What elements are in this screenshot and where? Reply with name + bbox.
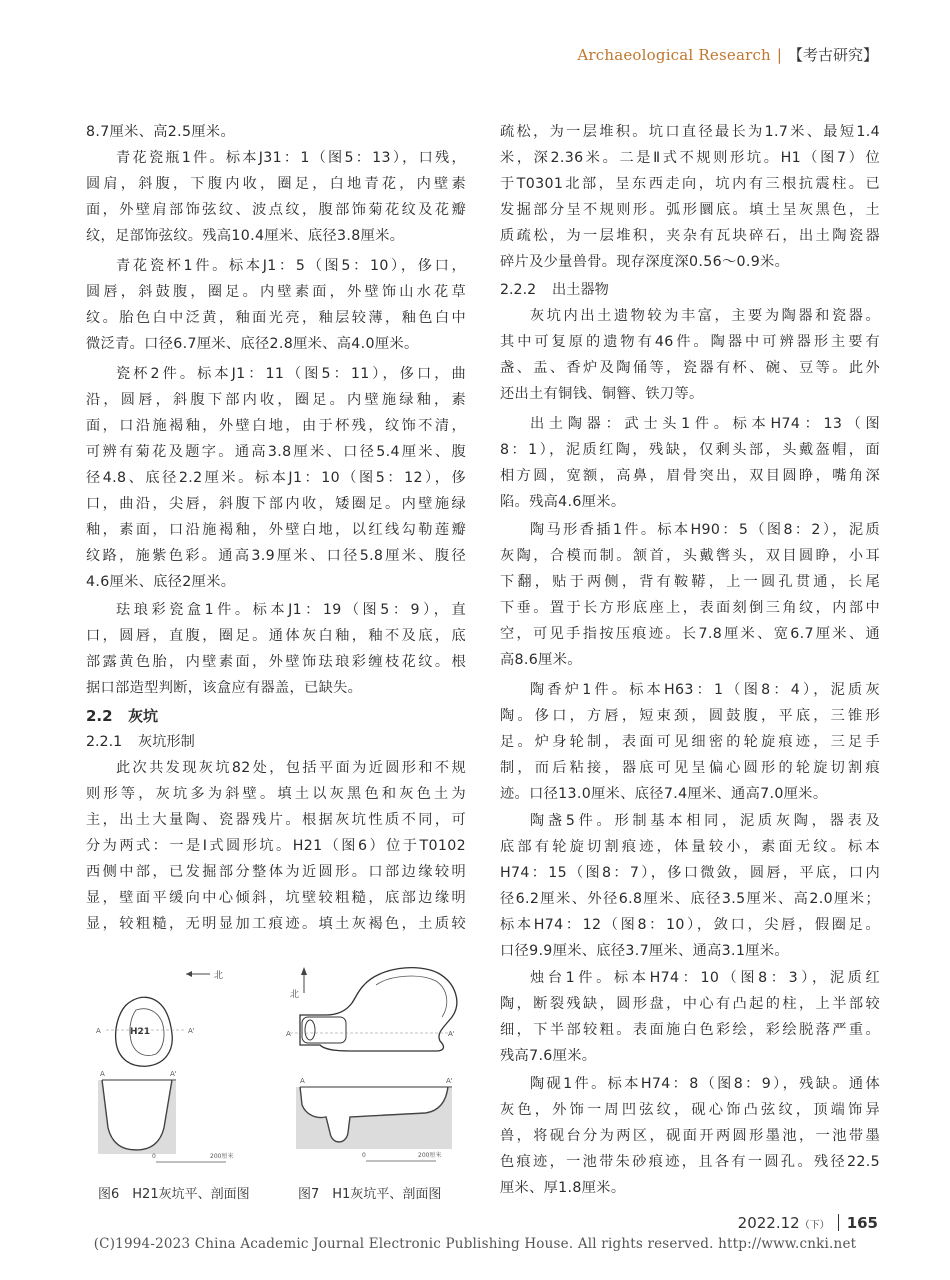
section-a-prime-label: A' xyxy=(448,1030,455,1038)
issue-sub: （下） xyxy=(799,1220,830,1231)
text-line: 分为两式：一是Ⅰ式圆形坑。H21（图6）位于T0102 xyxy=(86,838,466,854)
text-line: 相方圆，宽额，高鼻，眉骨突出，双目圆睁，嘴角深 xyxy=(500,468,880,484)
text-line: 纹。胎色白中泛黄，釉面光亮，釉层较薄，釉色白中 xyxy=(86,310,466,326)
text-line: 陶砚1件。标本H74：8（图8：9），残缺。通体 xyxy=(530,1076,880,1092)
text-line: 其中可复原的遗物有46件。陶器中可辨器形主要有 xyxy=(500,334,880,350)
text-line: 高8.6厘米。 xyxy=(500,652,582,668)
text-line: 烛台1件。标本H74：10（图8：3），泥质红 xyxy=(530,970,880,986)
text-line: 圆肩，斜腹，下腹内收，圈足，白地青花，内壁素 xyxy=(86,176,466,192)
section-heading-2-2-2: 2.2.2 出土器物 xyxy=(500,282,609,298)
text-line: 径6.2厘米、外径6.8厘米、底径3.5厘米、高2.0厘米； xyxy=(500,891,880,907)
text-line: 则形等，灰坑多为斜壁。填土以灰黑色和灰色土为 xyxy=(86,786,466,802)
text-line: 瓷杯2件。标本J1：11（图5：11），侈口，曲 xyxy=(116,366,466,382)
section-name: 【考古研究】 xyxy=(787,46,878,64)
text-line: 口，圆唇，直腹，圈足。通体灰白釉，釉不及底，底 xyxy=(86,628,466,644)
text-line: 纹，足部饰弦纹。残高10.4厘米、底径3.8厘米。 xyxy=(86,228,405,244)
text-line: 灰陶，合模而制。颔首，头戴辔头，双目圆睁，小耳 xyxy=(500,548,880,564)
text-line: 质疏松，为一层堆积，夹杂有瓦块碎石，出土陶瓷器 xyxy=(500,228,880,244)
text-line: 部露黄色胎，内壁素面，外壁饰珐琅彩缠枝花纹。根 xyxy=(86,654,466,670)
pit-section-hatch xyxy=(98,1080,176,1154)
text-line: 发掘部分呈不规则形。弧形圜底。填土呈灰黑色，土 xyxy=(500,202,880,218)
text-line: 迹。口径13.0厘米、底径7.4厘米、通高7.0厘米。 xyxy=(500,786,828,802)
text-line: 西侧中部，已发掘部分整体为近圆形。口部边缘较明 xyxy=(86,864,466,880)
text-line: 下垂。置于长方形底座上，表面刻倒三角纹，内部中 xyxy=(500,600,880,616)
text-line: 径4.8、底径2.2厘米。标本J1：10（图5：12），侈 xyxy=(86,470,466,486)
copyright-notice: (C)1994-2023 China Academic Journal Electronic Publishing House. All rights reserved. http://www.cnki.net xyxy=(93,1236,857,1252)
text-line: 面，口沿施褐釉，外壁白地，由于杯残，纹饰不清， xyxy=(86,418,466,434)
text-line: 陶马形香插1件。标本H90：5（图8：2），泥质 xyxy=(530,522,880,538)
issue-date: 2022.12 xyxy=(737,1214,800,1232)
footer-divider xyxy=(838,1214,839,1231)
text-line: 残高7.6厘米。 xyxy=(500,1048,597,1064)
pit-section-hatch xyxy=(296,1087,452,1149)
text-line: 陶香炉1件。标本H63：1（图8：4），泥质灰 xyxy=(530,682,880,698)
text-line: 可辨有菊花及题字。通高3.8厘米、口径5.4厘米、腹 xyxy=(86,444,466,460)
text-line: 空，可见手指按压痕迹。长7.8厘米、宽6.7厘米、通 xyxy=(500,626,880,642)
text-line: 口径9.9厘米、底径3.7厘米、通高3.1厘米。 xyxy=(500,943,789,959)
section-a-label: A xyxy=(286,1030,291,1038)
text-line: 细，下半部较粗。表面施白色彩绘，彩绘脱落严重。 xyxy=(500,1022,880,1038)
text-line: 盏、盂、香炉及陶俑等，瓷器有杯、碗、豆等。此外 xyxy=(500,360,880,376)
text-line: 米，深2.36米。二是Ⅱ式不规则形坑。H1（图7）位 xyxy=(500,150,880,166)
scale-label: 200厘米 xyxy=(210,1153,234,1160)
text-line: 灰坑内出土遗物较为丰富，主要为陶器和瓷器。 xyxy=(530,308,880,324)
text-line: 陶，断裂残缺，圆形盘，中心有凸起的柱，上半部较 xyxy=(500,996,880,1012)
header-separator: | xyxy=(776,46,782,64)
text-line: 纹路，施紫色彩。通高3.9厘米、口径5.8厘米、腹径 xyxy=(86,548,466,564)
section-a-prime-label-2: A' xyxy=(170,1070,177,1078)
text-line: 陶。侈口，方唇，短束颈，圆鼓腹，平底，三锥形 xyxy=(500,708,880,724)
text-line: 制，而后粘接，器底可见呈偏心圆形的轮旋切割痕 xyxy=(500,760,880,776)
section-a-prime-label-2: A' xyxy=(446,1077,453,1085)
scale-zero: 0 xyxy=(362,1152,366,1159)
text-line: 主，出土大量陶、瓷器残片。根据灰坑性质不同，可 xyxy=(86,812,466,828)
text-line: 珐琅彩瓷盒1件。标本J1：19（图5：9），直 xyxy=(116,602,466,618)
text-line: 陶盏5件。形制基本相同，泥质灰陶，器表及 xyxy=(530,813,880,829)
scale-zero: 0 xyxy=(152,1153,156,1160)
running-header xyxy=(577,44,878,65)
text-line: 口，曲沿，尖唇，斜腹下部内收，矮圈足。内壁施绿 xyxy=(86,496,466,512)
pit-plan-inner xyxy=(376,976,447,1017)
section-heading-2-2-1: 2.2.1 灰坑形制 xyxy=(86,734,195,750)
figure-7-drawing xyxy=(286,955,476,1175)
text-line: 青花瓷瓶1件。标本J31：1（图5：13），口残， xyxy=(116,150,466,166)
section-a-prime-label: A' xyxy=(188,1027,195,1035)
north-label: 北 xyxy=(214,971,224,981)
text-line: 色痕迹，一池带朱砂痕迹，且各有一圆孔。残径22.5 xyxy=(500,1154,880,1170)
text-line: 还出土有铜钱、铜簪、铁刀等。 xyxy=(500,386,704,402)
text-line: 于T0301北部，呈东西走向，坑内有三根抗震柱。已 xyxy=(500,176,880,192)
north-arrow-icon xyxy=(186,971,192,977)
section-a-label-2: A xyxy=(300,1077,305,1085)
text-line: 下翻，贴于两侧，背有鞍鞯，上一圆孔贯通，长尾 xyxy=(500,574,880,590)
text-line: 灰色，外饰一周凹弦纹，砚心饰凸弦纹，顶端饰异 xyxy=(500,1102,880,1118)
page-number: 165 xyxy=(846,1214,878,1232)
figure-7-caption: 图7 H1灰坑平、剖面图 xyxy=(298,1187,442,1202)
section-heading-2-2: 2.2 灰坑 xyxy=(86,707,159,725)
text-line: H74：15（图8：7），侈口微敛，圆唇，平底，口内 xyxy=(500,865,880,881)
section-a-label-2: A xyxy=(100,1070,105,1078)
text-line: 沿，圆唇，斜腹下部内收，圈足。内壁施绿釉，素 xyxy=(86,392,466,408)
text-line: 青花瓷杯1件。标本J1：5（图5：10），侈口， xyxy=(116,258,466,274)
text-line: 面，外壁肩部饰弦纹、波点纹，腹部饰菊花纹及花瓣 xyxy=(86,202,466,218)
journal-name: Archaeological Research xyxy=(577,46,771,64)
post-hole-inner xyxy=(305,1020,315,1040)
north-label: 北 xyxy=(290,990,300,1000)
text-line: 陷。残高4.6厘米。 xyxy=(500,494,626,510)
text-line: 厘米、厚1.8厘米。 xyxy=(500,1180,626,1196)
scale-label: 200厘米 xyxy=(418,1152,442,1159)
text-line: 釉，素面，口沿施褐釉，外壁白地，以红线勾勒莲瓣 xyxy=(86,522,466,538)
page-footer xyxy=(738,1214,878,1232)
text-line: 此次共发现灰坑82处，包括平面为近圆形和不规 xyxy=(116,760,466,776)
text-line: 4.6厘米、底径2厘米。 xyxy=(86,574,236,590)
figure-6-drawing xyxy=(86,958,276,1176)
text-line: 疏松，为一层堆积。坑口直径最长为1.7米、最短1.4 xyxy=(500,124,880,140)
text-line: 兽，将砚台分为两区，砚面开两圆形墨池，一池带墨 xyxy=(500,1128,880,1144)
text-line: 微泛青。口径6.7厘米、底径2.8厘米、高4.0厘米。 xyxy=(86,336,419,352)
text-line: 据口部造型判断，该盒应有器盖，已缺失。 xyxy=(86,680,363,696)
text-line: 足。炉身轮制，表面可见细密的轮旋痕迹，三足手 xyxy=(500,734,880,750)
text-line: 碎片及少量兽骨。现存深度深0.56～0.9米。 xyxy=(500,254,790,270)
text-line: 显，较粗糙，无明显加工痕迹。填土灰褐色，土质较 xyxy=(86,916,466,932)
pit-label: H21 xyxy=(130,1027,151,1037)
figure-6-caption: 图6 H21灰坑平、剖面图 xyxy=(98,1187,250,1202)
text-line: 出土陶器：武士头1件。标本H74：13（图 xyxy=(530,416,880,432)
text-line: 8：1），泥质红陶，残缺，仅剩头部，头戴盔帽，面 xyxy=(500,442,880,458)
text-line: 底部有轮旋切割痕迹，体量较小，素面无纹。标本 xyxy=(500,839,880,855)
section-a-label: A xyxy=(96,1027,101,1035)
text-line: 标本H74：12（图8：10），敛口，尖唇，假圈足。 xyxy=(500,917,880,933)
north-arrow-icon xyxy=(301,967,307,975)
text-line: 8.7厘米、高2.5厘米。 xyxy=(86,124,235,140)
text-line: 显，壁面平缓向中心倾斜，坑壁较粗糙，底部边缘明 xyxy=(86,890,466,906)
text-line: 圆唇，斜鼓腹，圈足。内壁素面，外壁饰山水花草 xyxy=(86,284,466,300)
